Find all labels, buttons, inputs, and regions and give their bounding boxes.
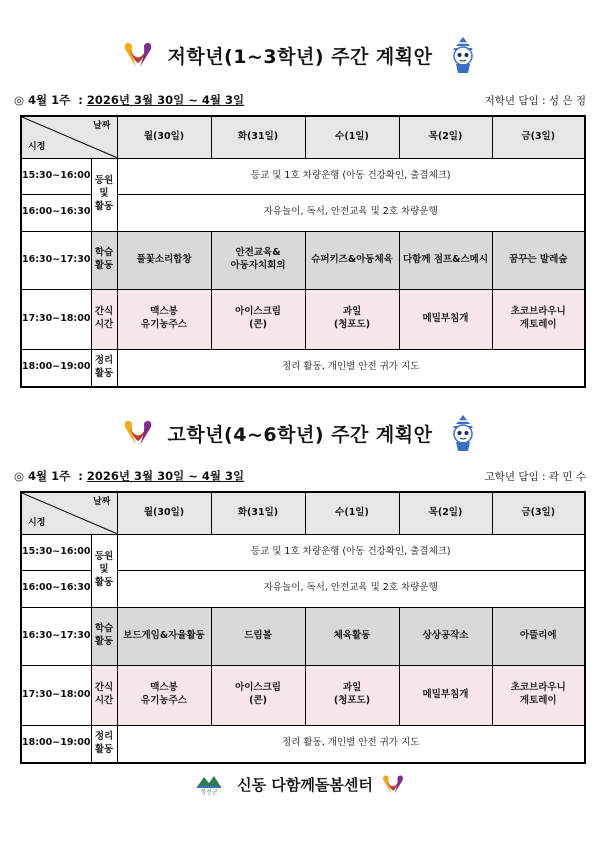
table-row [21,349,585,387]
day-header: 월(30일) [117,492,211,534]
span-activity-cell: 자유놀이, 독서, 안전교육 및 2호 차량운행 [117,570,585,607]
corner-time-label: 시정 [28,142,46,153]
snack-cell: 맥스봉 유기농주스 [117,665,211,725]
learning-activity-cell: 아뜰리에 [492,607,585,665]
day-header: 수(1일) [305,492,399,534]
snack-cell: 아이스크림 (콘) [211,289,305,349]
snack-cell: 과일 (청포도) [305,289,399,349]
category-cell: 간식 시간 [91,289,117,349]
snack-cell: 메밀부침개 [399,289,492,349]
span-activity-cell: 등교 및 1호 차량운행 (아동 건강확인, 출결체크) [117,158,585,194]
low-page-title: 저학년(1~3학년) 주간 계획안 [167,45,433,68]
category-cell: 정리 활동 [91,349,117,387]
corner-time-label: 시정 [28,518,46,529]
time-cell: 15:30~16:00 [21,158,91,194]
day-header: 목(2일) [399,492,492,534]
day-header: 금(3일) [492,492,585,534]
span-activity-cell: 정리 활동, 개인별 안전 귀가 지도 [117,349,585,387]
snack-cell: 아이스크림 (콘) [211,665,305,725]
high-date-range: 2026년 3월 30일 ~ 4월 3일 [86,469,245,483]
category-cell: 정리 활동 [91,725,117,763]
table-row [21,607,585,665]
table-header-row [21,116,585,158]
time-cell: 15:30~16:00 [21,534,91,570]
table-row [21,534,585,570]
high-subhead [14,468,586,484]
corner-cell [21,116,117,158]
corner-day-label: 날짜 [93,497,111,507]
time-cell: 17:30~18:00 [21,665,91,725]
learning-activity-cell: 꿈꾸는 발레숲 [492,231,585,289]
category-cell: 학습 활동 [91,607,117,665]
table-row [21,231,585,289]
time-cell: 18:00~19:00 [21,725,91,763]
time-cell: 16:00~16:30 [21,570,91,607]
table-row [21,725,585,763]
category-cell: 학습 활동 [91,231,117,289]
heart-logo-icon [122,41,154,69]
time-cell: 16:30~17:30 [21,607,91,665]
span-activity-cell: 자유놀이, 독서, 안전교육 및 2호 차량운행 [117,194,585,231]
footer [0,773,600,795]
high-teacher: 고학년 담임 : 곽 민 수 [484,470,586,483]
snack-cell: 초코브라우니 게토레이 [492,289,585,349]
learning-activity-cell: 다함께 점프&스메시 [399,231,492,289]
low-title-row [0,36,600,74]
table-row [21,665,585,725]
day-header: 화(31일) [211,492,305,534]
high-schedule-table [20,491,586,764]
high-page-title: 고학년(4~6학년) 주간 계획안 [167,423,433,446]
high-title-row [0,414,600,452]
corner-day-label: 날짜 [93,121,111,131]
snack-cell: 과일 (청포도) [305,665,399,725]
category-cell: 등원 및 활동 [91,534,117,607]
learning-activity-cell: 보드게임&자율활동 [117,607,211,665]
day-header: 월(30일) [117,116,211,158]
span-activity-cell: 정리 활동, 개인별 안전 귀가 지도 [117,725,585,763]
low-week-info: ◎ 4월 1주 : 2026년 3월 30일 ~ 4월 3일 [14,93,245,107]
learning-activity-cell: 안전교육& 아동자치회의 [211,231,305,289]
center-name: 신동 다함께돌봄센터 [237,775,373,794]
low-subhead [14,92,586,108]
low-schedule-table [20,115,586,388]
table-row [21,289,585,349]
category-cell: 등원 및 활동 [91,158,117,231]
learning-activity-cell: 풀꽃소리합창 [117,231,211,289]
high-week-label: ◎ 4월 1주 [14,469,71,483]
day-header: 금(3일) [492,116,585,158]
span-activity-cell: 등교 및 1호 차량운행 (아동 건강확인, 출결체크) [117,534,585,570]
day-header: 화(31일) [211,116,305,158]
time-cell: 16:00~16:30 [21,194,91,231]
low-teacher: 저학년 담임 : 성 은 정 [484,94,586,107]
snack-cell: 메밀부침개 [399,665,492,725]
county-emblem-icon [195,773,223,795]
snack-cell: 맥스봉 유기농주스 [117,289,211,349]
time-cell: 18:00~19:00 [21,349,91,387]
time-cell: 16:30~17:30 [21,231,91,289]
low-week-label: ◎ 4월 1주 [14,93,71,107]
day-header: 목(2일) [399,116,492,158]
snack-cell: 초코브라우니 게토레이 [492,665,585,725]
table-row [21,158,585,194]
corner-cell [21,492,117,534]
heart-logo-icon [381,774,405,795]
emblem-text: 정선군 [200,789,218,795]
time-cell: 17:30~18:00 [21,289,91,349]
mascot-icon [447,36,479,74]
category-cell: 간식 시간 [91,665,117,725]
learning-activity-cell: 체육활동 [305,607,399,665]
learning-activity-cell: 상상공작소 [399,607,492,665]
day-header: 수(1일) [305,116,399,158]
high-week-info: ◎ 4월 1주 : 2026년 3월 30일 ~ 4월 3일 [14,469,245,483]
heart-logo-icon [122,419,154,447]
learning-activity-cell: 드림볼 [211,607,305,665]
mascot-icon [447,414,479,452]
table-header-row [21,492,585,534]
low-date-range: 2026년 3월 30일 ~ 4월 3일 [86,93,245,107]
learning-activity-cell: 슈퍼키즈&아동체육 [305,231,399,289]
